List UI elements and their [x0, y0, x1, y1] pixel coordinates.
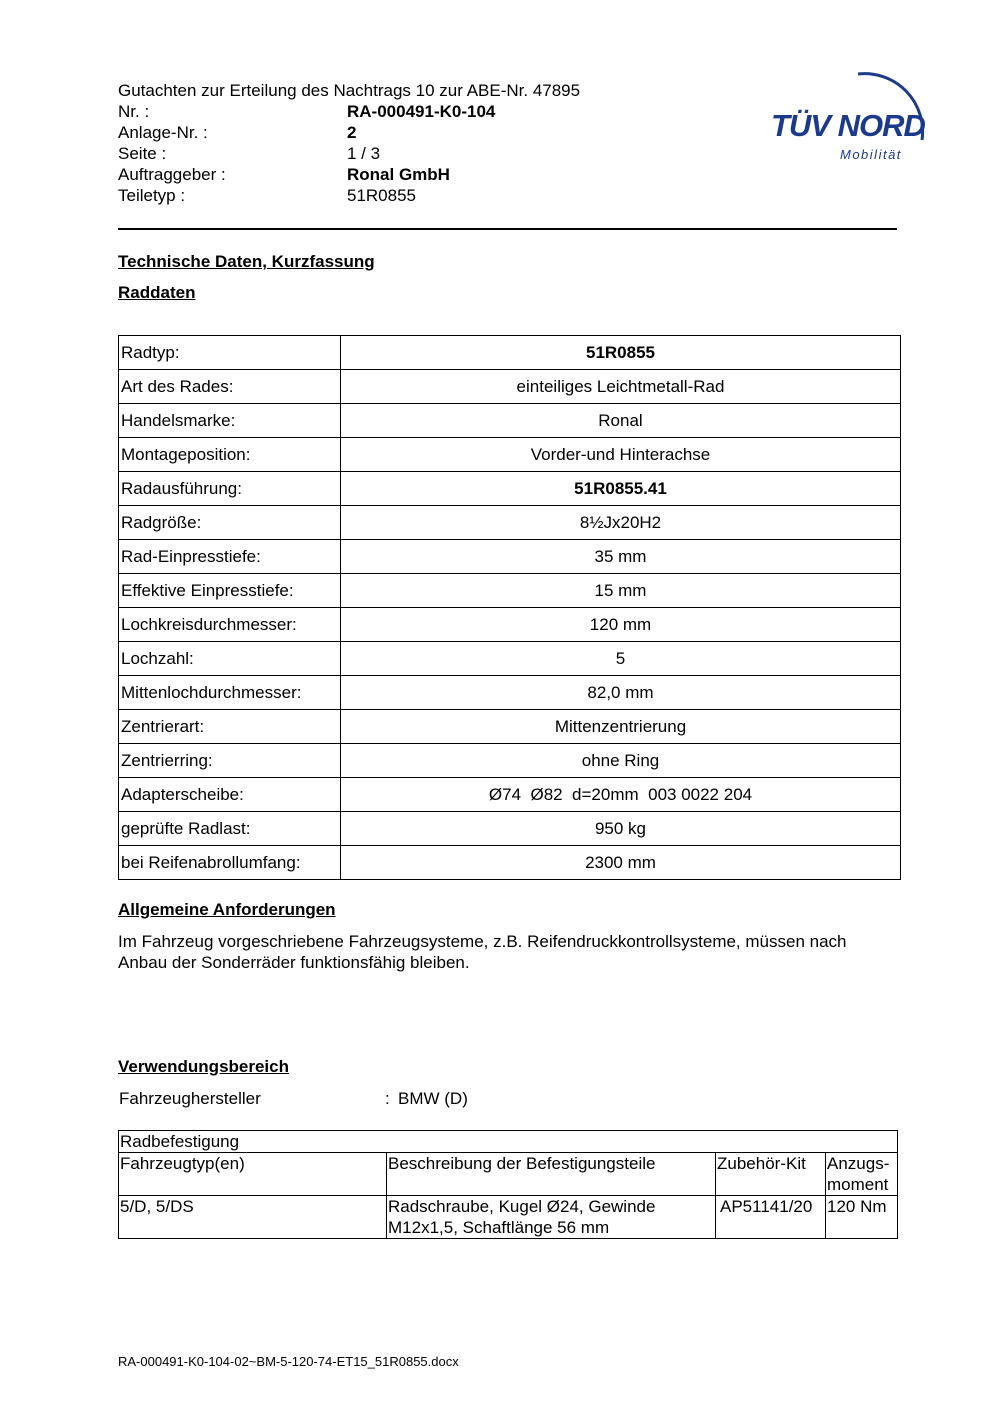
column-header: Beschreibung der Befestigungsteile	[387, 1153, 716, 1196]
row-key: Radgröße:	[119, 506, 341, 540]
wheel-data-table	[118, 335, 901, 880]
header-value: RA-000491-K0-104	[347, 102, 496, 121]
table-row	[119, 506, 901, 540]
row-value: 8½Jx20H2	[341, 506, 901, 540]
logo-sub-text: Mobilität	[840, 147, 902, 162]
logo-brand-text: TÜV NORD	[771, 108, 925, 143]
row-key: Lochzahl:	[119, 642, 341, 676]
footer-filename: RA-000491-K0-104-02~BM-5-120-74-ET15_51R0855.docx	[118, 1354, 459, 1369]
allgemein-paragraph: Im Fahrzeug vorgeschriebene Fahrzeugsysteme, z.B. Reifendruckkontrollsysteme, müssen nach Anbau der Sonderräder funktionsfähig bleiben.	[118, 932, 847, 972]
row-key: Radausführung:	[119, 472, 341, 506]
row-key: Adapterscheibe:	[119, 778, 341, 812]
row-key: Zentrierring:	[119, 744, 341, 778]
table-row	[119, 438, 901, 472]
row-value: 51R0855.41	[341, 472, 901, 506]
manufacturer-value: BMW (D)	[398, 1089, 468, 1108]
row-value: 2300 mm	[341, 846, 901, 880]
table-row	[119, 676, 901, 710]
header-label: Auftraggeber :	[118, 165, 226, 184]
logo-graphic	[770, 60, 950, 170]
header-value: 1 / 3	[347, 144, 381, 163]
section-title-allgemein: Allgemeine Anforderungen	[118, 900, 336, 919]
row-value: ohne Ring	[341, 744, 901, 778]
row-value: 120 mm	[341, 608, 901, 642]
table-row	[119, 370, 901, 404]
table-row	[119, 778, 901, 812]
row-value: 35 mm	[341, 540, 901, 574]
row-value: Ronal	[341, 404, 901, 438]
row-key: Lochkreisdurchmesser:	[119, 608, 341, 642]
row-key: Radtyp:	[119, 336, 341, 370]
table-row	[119, 846, 901, 880]
header-label: Nr. :	[118, 102, 150, 121]
row-key: Montageposition:	[119, 438, 341, 472]
table-cell: 120 Nm	[826, 1196, 898, 1239]
row-value: 82,0 mm	[341, 676, 901, 710]
row-value: 51R0855	[341, 336, 901, 370]
table-cell: 5/D, 5/DS	[119, 1196, 387, 1239]
row-value: 15 mm	[341, 574, 901, 608]
section-title-raddaten: Raddaten	[118, 283, 196, 302]
table-caption-row	[119, 1131, 898, 1153]
row-value: einteiliges Leichtmetall-Rad	[341, 370, 901, 404]
wheel-fixing-table	[118, 1130, 898, 1239]
manufacturer-separator: :	[385, 1089, 390, 1108]
table-row	[119, 540, 901, 574]
row-key: geprüfte Radlast:	[119, 812, 341, 846]
row-key: Art des Rades:	[119, 370, 341, 404]
row-key: bei Reifenabrollumfang:	[119, 846, 341, 880]
header-value: 51R0855	[347, 186, 417, 205]
row-value: Ø74 Ø82 d=20mm 003 0022 204	[341, 778, 901, 812]
table-caption: Radbefestigung	[119, 1131, 898, 1153]
row-key: Effektive Einpresstiefe:	[119, 574, 341, 608]
table-row	[119, 472, 901, 506]
column-header: Zubehör-Kit	[716, 1153, 826, 1196]
column-header: Fahrzeugtyp(en)	[119, 1153, 387, 1196]
section-title-tech: Technische Daten, Kurzfassung	[118, 252, 375, 271]
header-value: 2	[347, 123, 357, 142]
row-value: 5	[341, 642, 901, 676]
row-value: Mittenzentrierung	[341, 710, 901, 744]
table-row	[119, 404, 901, 438]
table-row	[119, 744, 901, 778]
row-key: Handelsmarke:	[119, 404, 341, 438]
table-row	[119, 710, 901, 744]
table-row	[119, 1196, 898, 1239]
table-cell: Radschraube, Kugel Ø24, Gewinde M12x1,5, Schaftlänge 56 mm	[387, 1196, 716, 1239]
header-label: Anlage-Nr. :	[118, 123, 208, 142]
column-header: Anzugs-moment	[826, 1153, 898, 1196]
row-value: Vorder-und Hinterachse	[341, 438, 901, 472]
table-row	[119, 812, 901, 846]
header-label: Teiletyp :	[118, 186, 186, 205]
header-divider	[118, 228, 897, 230]
row-key: Rad-Einpresstiefe:	[119, 540, 341, 574]
header-label: Seite :	[118, 144, 167, 163]
header-value: Ronal GmbH	[347, 165, 450, 184]
row-key: Zentrierart:	[119, 710, 341, 744]
tuv-nord-logo	[770, 60, 950, 170]
manufacturer-label: Fahrzeughersteller	[119, 1089, 261, 1108]
table-cell: AP51141/20	[716, 1196, 826, 1239]
table-row	[119, 608, 901, 642]
document-title: Gutachten zur Erteilung des Nachtrags 10 zur ABE-Nr. 47895	[118, 81, 581, 100]
row-value: 950 kg	[341, 812, 901, 846]
table-row	[119, 574, 901, 608]
table-row	[119, 642, 901, 676]
row-key: Mittenlochdurchmesser:	[119, 676, 341, 710]
table-row	[119, 336, 901, 370]
section-title-verwendung: Verwendungsbereich	[118, 1057, 289, 1076]
table-header-row	[119, 1153, 898, 1196]
